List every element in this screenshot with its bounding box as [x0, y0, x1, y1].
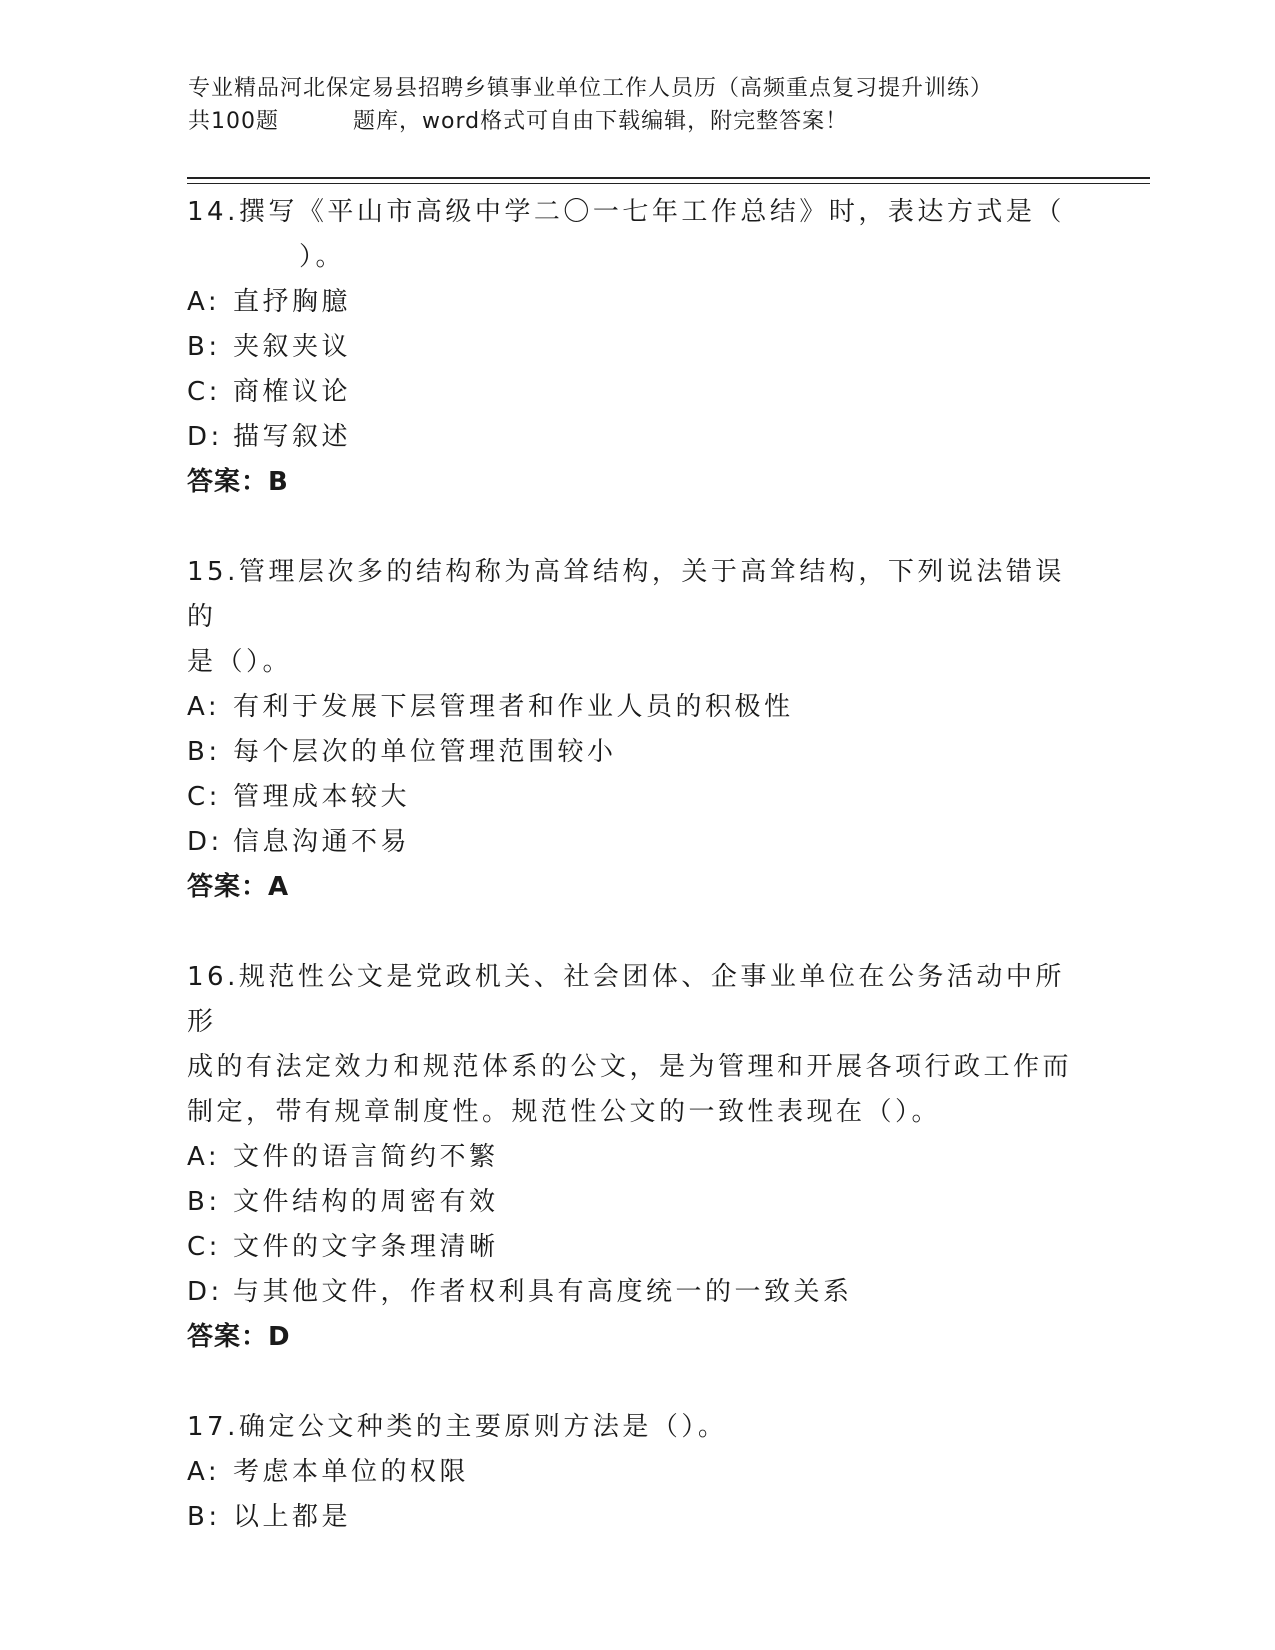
option-text: 直抒胸臆 — [233, 287, 352, 317]
option-text: 夹叙夹议 — [233, 332, 352, 362]
option-label: D: — [187, 827, 223, 857]
option-label: A: — [187, 1457, 221, 1487]
header-subtitle-line — [188, 105, 1118, 138]
option-label: B: — [187, 1502, 221, 1532]
question-16 — [187, 955, 1087, 1360]
option-label: A: — [187, 1142, 221, 1172]
question-stem-line: 是（）。 — [187, 647, 293, 677]
option-c — [187, 370, 1087, 415]
option-text: 每个层次的单位管理范围较小 — [233, 737, 617, 767]
question-stem-line: 15.管理层次多的结构称为高耸结构，关于高耸结构，下列说法错误的 — [187, 557, 1065, 632]
option-label: A: — [187, 692, 221, 722]
option-text: 考虑本单位的权限 — [233, 1457, 470, 1487]
document-header — [188, 72, 1118, 138]
option-label: B: — [187, 332, 221, 362]
option-text: 管理成本较大 — [233, 782, 411, 812]
option-c — [187, 1225, 1087, 1270]
answer-line: 答案：A — [187, 872, 290, 902]
question-stem-line: ）。 — [299, 242, 346, 272]
header-note: 题库，word格式可自由下载编辑，附完整答案！ — [353, 109, 849, 134]
option-label: C: — [187, 1232, 221, 1262]
question-14 — [187, 190, 1087, 505]
option-label: D: — [187, 422, 223, 452]
option-label: D: — [187, 1277, 223, 1307]
option-text: 信息沟通不易 — [233, 827, 411, 857]
option-text: 文件结构的周密有效 — [233, 1187, 499, 1217]
header-title-line: 专业精品河北保定易县招聘乡镇事业单位工作人员历（高频重点复习提升训练） — [188, 76, 994, 101]
question-17 — [187, 1405, 1087, 1540]
option-label: B: — [187, 1187, 221, 1217]
option-text: 与其他文件，作者权利具有高度统一的一致关系 — [233, 1277, 853, 1307]
question-stem-line: 制定，带有规章制度性。规范性公文的一致性表现在（）。 — [187, 1097, 942, 1127]
option-label: A: — [187, 287, 221, 317]
option-a — [187, 280, 1087, 325]
option-text: 以上都是 — [233, 1502, 352, 1532]
answer-line: 答案：D — [187, 1322, 291, 1352]
option-d — [187, 820, 1087, 865]
option-a — [187, 685, 1087, 730]
option-text: 文件的语言简约不繁 — [233, 1142, 499, 1172]
answer-line: 答案：B — [187, 467, 289, 497]
option-text: 有利于发展下层管理者和作业人员的积极性 — [233, 692, 794, 722]
option-label: C: — [187, 782, 221, 812]
option-d — [187, 1270, 1087, 1315]
header-divider-thin — [187, 183, 1150, 184]
option-b — [187, 730, 1087, 775]
question-15 — [187, 550, 1087, 910]
option-a — [187, 1450, 1087, 1495]
option-b — [187, 1180, 1087, 1225]
option-label: C: — [187, 377, 221, 407]
option-text: 描写叙述 — [233, 422, 352, 452]
question-list — [187, 190, 1087, 1540]
option-c — [187, 775, 1087, 820]
option-label: B: — [187, 737, 221, 767]
question-stem-line: 17.确定公文种类的主要原则方法是（）。 — [187, 1412, 728, 1442]
option-b — [187, 325, 1087, 370]
option-text: 商榷议论 — [233, 377, 352, 407]
option-text: 文件的文字条理清晰 — [233, 1232, 499, 1262]
header-divider-thick — [187, 177, 1150, 179]
option-b — [187, 1495, 1087, 1540]
question-stem-line: 成的有法定效力和规范体系的公文，是为管理和开展各项行政工作而 — [187, 1052, 1073, 1082]
question-count: 共100题 — [188, 109, 279, 134]
question-stem-line: 16.规范性公文是党政机关、社会团体、企事业单位在公务活动中所形 — [187, 962, 1065, 1037]
option-d — [187, 415, 1087, 460]
option-a — [187, 1135, 1087, 1180]
question-stem-line: 14.撰写《平山市高级中学二〇一七年工作总结》时，表达方式是（ — [187, 197, 1065, 227]
